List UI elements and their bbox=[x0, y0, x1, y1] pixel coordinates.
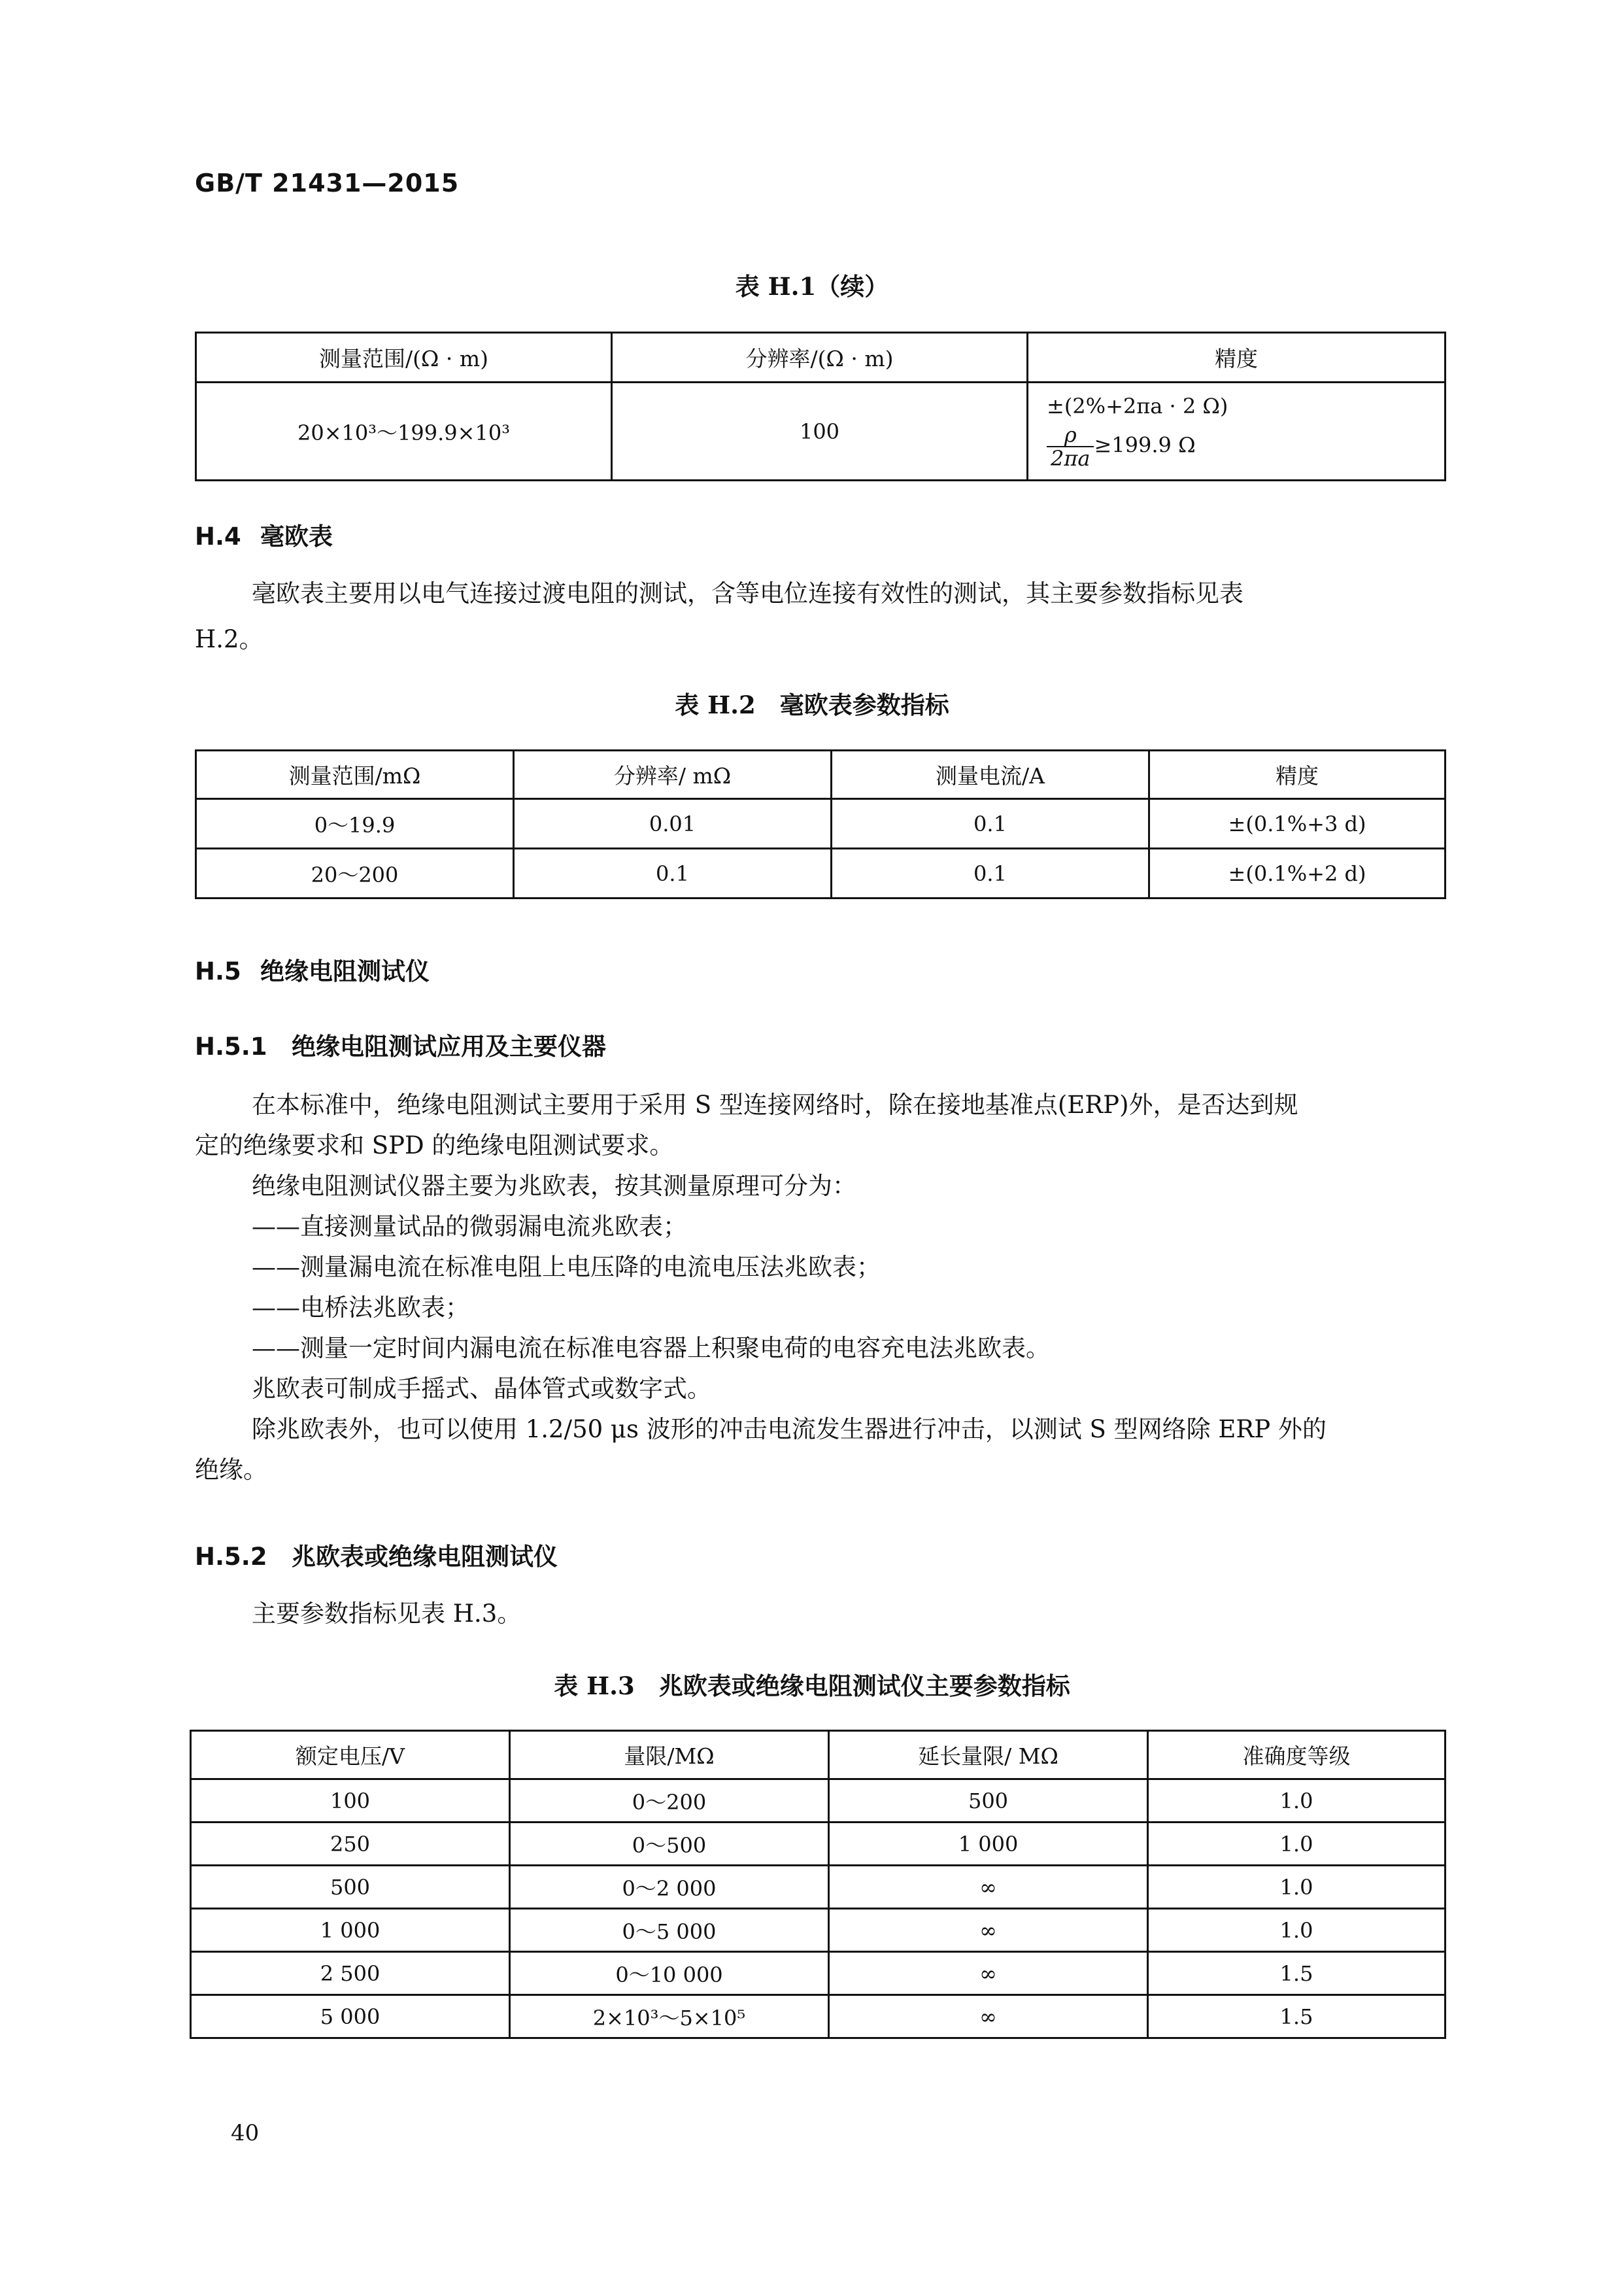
section-h51-list-item-1: ——直接测量试品的微弱漏电流兆欧表； bbox=[252, 1212, 687, 1241]
table-cell: 0.1 bbox=[832, 849, 1149, 899]
accuracy-fraction bbox=[1047, 424, 1094, 470]
section-h4-para-line-2: H.2。 bbox=[195, 625, 263, 653]
section-h51-list-item-3: ——电桥法兆欧表； bbox=[252, 1293, 469, 1322]
table-cell: 0～2 000 bbox=[510, 1866, 829, 1909]
section-h4-number: H.4 bbox=[195, 522, 241, 551]
table-row bbox=[191, 1866, 1446, 1909]
section-h51-line-10: 绝缘。 bbox=[195, 1456, 267, 1484]
table-h1-cell-range: 20×10³～199.9×10³ bbox=[196, 383, 612, 481]
table-cell: 0～19.9 bbox=[196, 799, 514, 849]
table-cell: 1.0 bbox=[1148, 1866, 1446, 1909]
table-row bbox=[191, 1995, 1446, 2038]
table-h3 bbox=[190, 1730, 1446, 2039]
table-cell: 0.01 bbox=[514, 799, 832, 849]
section-h4-heading bbox=[195, 517, 333, 552]
table-cell: 500 bbox=[829, 1779, 1148, 1823]
page-number: 40 bbox=[231, 2120, 260, 2146]
table-cell: 2 500 bbox=[191, 1952, 510, 1995]
fraction-numerator: ρ bbox=[1047, 424, 1094, 447]
table-cell: ∞ bbox=[829, 1866, 1148, 1909]
table-h1-cell-resolution: 100 bbox=[612, 383, 1028, 481]
table-row bbox=[196, 383, 1446, 481]
table-cell: 1.0 bbox=[1148, 1823, 1446, 1866]
table-row bbox=[196, 799, 1446, 849]
table-cell: ±(0.1%+3 d) bbox=[1149, 799, 1446, 849]
accuracy-line-1: ±(2%+2πa · 2 Ω) bbox=[1047, 393, 1228, 419]
table-h2-caption: 表 H.2 毫欧表参数指标 bbox=[675, 691, 949, 719]
table-h2 bbox=[195, 749, 1446, 899]
section-h51-line-2: 定的绝缘要求和 SPD 的绝缘电阻测试要求。 bbox=[195, 1131, 674, 1159]
section-h52-para: 主要参数指标见表 H.3。 bbox=[252, 1600, 522, 1628]
section-h51-list-item-4: ——测量一定时间内漏电流在标准电容器上积聚电荷的电容充电法兆欧表。 bbox=[252, 1334, 1050, 1362]
section-h52-title: 兆欧表或绝缘电阻测试仪 bbox=[292, 1542, 558, 1571]
table-row bbox=[191, 1952, 1446, 1995]
table-cell: ∞ bbox=[829, 1952, 1148, 1995]
section-h51-line-3: 绝缘电阻测试仪器主要为兆欧表，按其测量原理可分为： bbox=[252, 1172, 856, 1200]
table-cell: 1.5 bbox=[1148, 1952, 1446, 1995]
accuracy-line-2-rest: ≥199.9 Ω bbox=[1094, 432, 1196, 457]
table-cell: 100 bbox=[191, 1779, 510, 1823]
table-row bbox=[191, 1823, 1446, 1866]
table-h2-header-current: 测量电流/A bbox=[832, 751, 1149, 799]
table-cell: 1.0 bbox=[1148, 1779, 1446, 1823]
table-h2-header-accuracy: 精度 bbox=[1149, 751, 1446, 799]
table-h3-header-voltage: 额定电压/V bbox=[191, 1731, 510, 1779]
table-h1 bbox=[195, 332, 1446, 481]
table-cell: ±(0.1%+2 d) bbox=[1149, 849, 1446, 899]
section-h51-line-9: 除兆欧表外，也可以使用 1.2/50 μs 波形的冲击电流发生器进行冲击，以测试 S 型网络除 ERP 外的 bbox=[252, 1415, 1327, 1443]
section-h51-line-8: 兆欧表可制成手摇式、晶体管式或数字式。 bbox=[252, 1375, 711, 1403]
section-h5-heading bbox=[195, 951, 430, 987]
table-row bbox=[196, 849, 1446, 899]
section-h52-heading bbox=[195, 1537, 558, 1572]
table-h1-header-accuracy: 精度 bbox=[1028, 333, 1446, 383]
table-cell: 500 bbox=[191, 1866, 510, 1909]
table-cell: 2×10³～5×10⁵ bbox=[510, 1995, 829, 2038]
section-h51-heading bbox=[195, 1027, 606, 1062]
section-h5-number: H.5 bbox=[195, 957, 241, 985]
table-cell: 1.5 bbox=[1148, 1995, 1446, 2038]
table-cell: 1 000 bbox=[191, 1909, 510, 1952]
table-cell: 0～500 bbox=[510, 1823, 829, 1866]
section-h4-para-line-1: 毫欧表主要用以电气连接过渡电阻的测试，含等电位连接有效性的测试，其主要参数指标见表 bbox=[252, 579, 1243, 608]
table-h1-cell-accuracy bbox=[1028, 383, 1446, 481]
table-cell: 250 bbox=[191, 1823, 510, 1866]
table-cell: 0～5 000 bbox=[510, 1909, 829, 1952]
section-h51-number: H.5.1 bbox=[195, 1033, 267, 1061]
table-row bbox=[191, 1909, 1446, 1952]
table-h3-header-class: 准确度等级 bbox=[1148, 1731, 1446, 1779]
section-h52-number: H.5.2 bbox=[195, 1543, 267, 1571]
section-h5-title: 绝缘电阻测试仪 bbox=[260, 957, 430, 985]
table-row bbox=[191, 1779, 1446, 1823]
table-cell: 1 000 bbox=[829, 1823, 1148, 1866]
table-cell: 20～200 bbox=[196, 849, 514, 899]
table-cell: ∞ bbox=[829, 1909, 1148, 1952]
table-h1-header-resolution: 分辨率/(Ω · m) bbox=[612, 333, 1028, 383]
table-cell: ∞ bbox=[829, 1995, 1148, 2038]
table-h1-caption: 表 H.1（续） bbox=[735, 272, 889, 301]
table-h2-header-resolution: 分辨率/ mΩ bbox=[514, 751, 832, 799]
table-cell: 0.1 bbox=[832, 799, 1149, 849]
table-h3-header-range: 量限/MΩ bbox=[510, 1731, 829, 1779]
table-cell: 0～200 bbox=[510, 1779, 829, 1823]
table-h2-header-range: 测量范围/mΩ bbox=[196, 751, 514, 799]
table-cell: 0～10 000 bbox=[510, 1952, 829, 1995]
table-h3-header-extended: 延长量限/ MΩ bbox=[829, 1731, 1148, 1779]
table-cell: 5 000 bbox=[191, 1995, 510, 2038]
accuracy-line-2 bbox=[1047, 424, 1444, 470]
table-h1-header-range: 测量范围/(Ω · m) bbox=[196, 333, 612, 383]
section-h51-list-item-2: ——测量漏电流在标准电阻上电压降的电流电压法兆欧表； bbox=[252, 1253, 881, 1281]
table-cell: 0.1 bbox=[514, 849, 832, 899]
fraction-denominator: 2πa bbox=[1051, 445, 1091, 471]
table-h3-caption: 表 H.3 兆欧表或绝缘电阻测试仪主要参数指标 bbox=[554, 1671, 1070, 1700]
section-h51-line-1: 在本标准中，绝缘电阻测试主要用于采用 S 型连接网络时，除在接地基准点(ERP)外，是否达到规 bbox=[252, 1091, 1298, 1119]
standard-code: GB/T 21431—2015 bbox=[195, 169, 460, 197]
table-cell: 1.0 bbox=[1148, 1909, 1446, 1952]
section-h51-title: 绝缘电阻测试应用及主要仪器 bbox=[292, 1032, 606, 1061]
section-h4-title: 毫欧表 bbox=[260, 522, 333, 551]
